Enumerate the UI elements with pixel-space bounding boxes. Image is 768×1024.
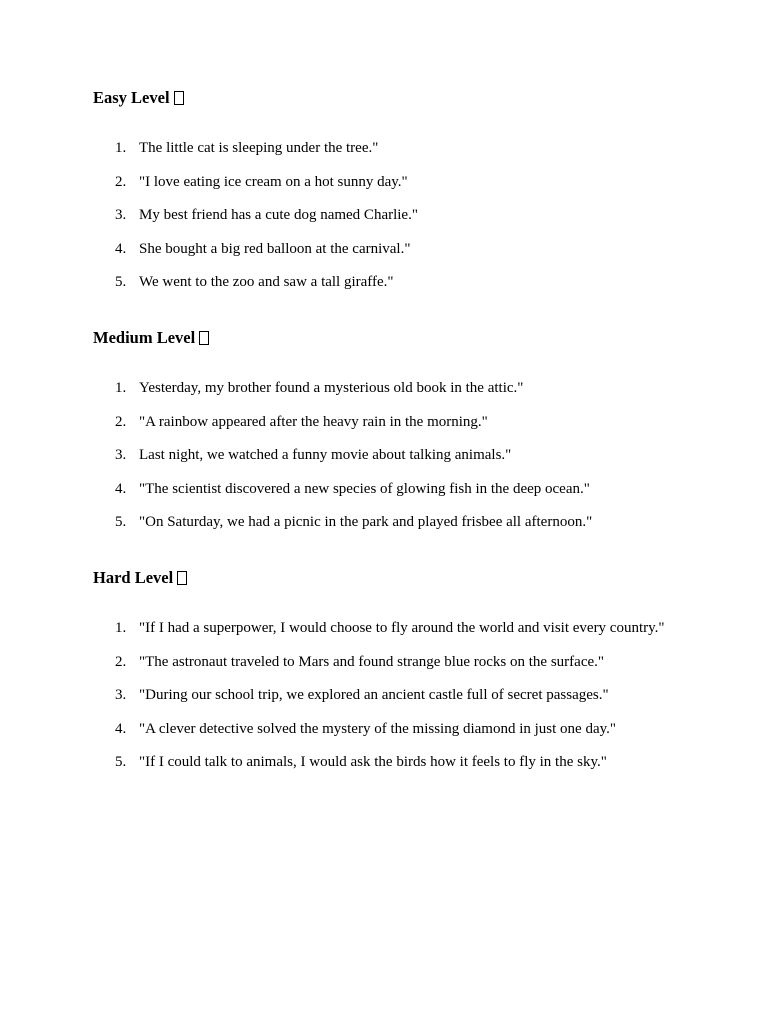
list-item-number: 4. (115, 480, 127, 497)
list-item-text: "The astronaut traveled to Mars and found strange blue rocks on the surface." (139, 653, 605, 670)
list-item (93, 199, 673, 233)
list-item (93, 612, 673, 646)
section-heading (93, 568, 673, 588)
section-heading-text: Hard Level (93, 568, 174, 587)
list-item-text: She bought a big red balloon at the carnival." (139, 240, 411, 257)
list-item-number: 1. (115, 140, 127, 156)
section-heading (93, 88, 673, 108)
list-item-text: My best friend has a cute dog named Charlie." (139, 207, 418, 223)
sentence-list (93, 372, 673, 540)
section-heading-text: Medium Level (93, 328, 196, 347)
list-item-number: 5. (115, 514, 127, 530)
list-item (93, 166, 673, 200)
missing-glyph-icon (174, 91, 184, 105)
list-item (93, 372, 673, 406)
list-item-text: "If I had a superpower, I would choose to fly around the world and visit every country." (139, 620, 665, 636)
list-item-number: 4. (115, 720, 127, 737)
list-item-text: Last night, we watched a funny movie about talking animals." (139, 447, 512, 463)
list-item-number: 3. (115, 447, 127, 463)
list-item-text: "A clever detective solved the mystery of the missing diamond in just one day." (139, 720, 617, 737)
list-item-number: 2. (115, 173, 127, 190)
list-item-number: 1. (115, 620, 127, 636)
list-item (93, 132, 673, 166)
list-item-text: "On Saturday, we had a picnic in the park and played frisbee all afternoon." (139, 514, 593, 530)
list-item (93, 646, 673, 680)
list-item (93, 506, 673, 540)
list-item (93, 233, 673, 267)
list-item-text: We went to the zoo and saw a tall giraffe." (139, 274, 394, 290)
list-item-text: "A rainbow appeared after the heavy rain in the morning." (139, 413, 488, 430)
list-item (93, 406, 673, 440)
list-item-number: 2. (115, 653, 127, 670)
list-item-text: Yesterday, my brother found a mysterious old book in the attic." (139, 380, 524, 396)
section-medium-level (93, 328, 673, 530)
list-item-number: 2. (115, 413, 127, 430)
list-item (93, 679, 673, 713)
list-item (93, 266, 673, 300)
list-item (93, 746, 673, 780)
list-item-text: "The scientist discovered a new species of glowing fish in the deep ocean." (139, 480, 590, 497)
section-heading (93, 328, 673, 348)
section-hard-level (93, 568, 673, 770)
missing-glyph-icon (199, 331, 209, 345)
section-easy-level (93, 88, 673, 290)
list-item-number: 4. (115, 240, 127, 257)
list-item (93, 713, 673, 747)
list-item (93, 439, 673, 473)
list-item-number: 3. (115, 687, 127, 703)
list-item-number: 5. (115, 274, 127, 290)
list-item-text: "During our school trip, we explored an ancient castle full of secret passages." (139, 687, 609, 703)
list-item-text: "If I could talk to animals, I would ask the birds how it feels to fly in the sky." (139, 754, 607, 770)
list-item-number: 5. (115, 754, 127, 770)
sentence-list (93, 132, 673, 300)
list-item (93, 473, 673, 507)
list-item-number: 3. (115, 207, 127, 223)
list-item-text: "I love eating ice cream on a hot sunny day." (139, 173, 408, 190)
missing-glyph-icon (177, 571, 187, 585)
list-item-text: The little cat is sleeping under the tree." (139, 140, 379, 156)
list-item-number: 1. (115, 380, 127, 396)
sentence-list (93, 612, 673, 780)
section-heading-text: Easy Level (93, 88, 170, 107)
